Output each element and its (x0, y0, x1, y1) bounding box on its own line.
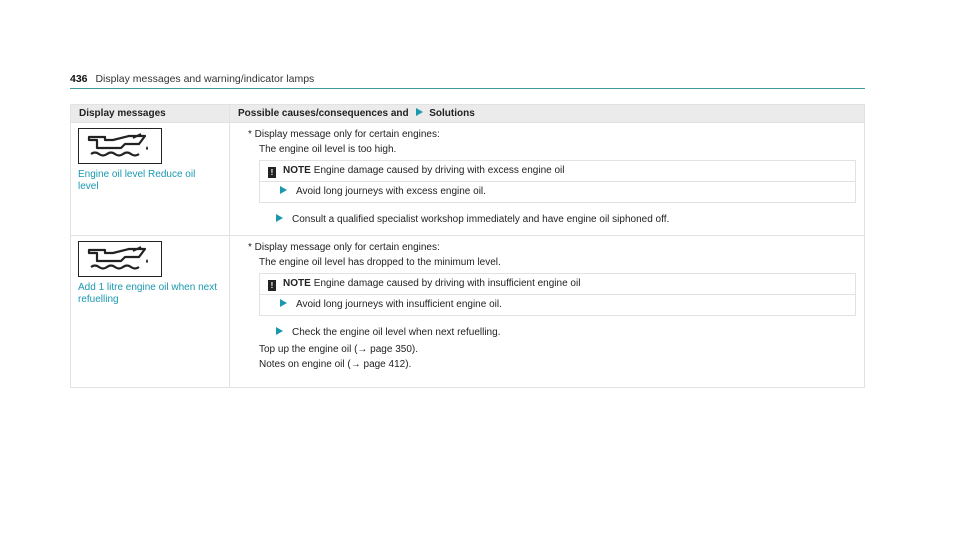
solution-step (276, 325, 856, 340)
table-row (71, 236, 865, 388)
display-message-text: Add 1 litre engine oil when next refuelling (78, 282, 217, 305)
engine-oil-level-icon (78, 128, 162, 164)
warning-icon: ! (268, 280, 276, 291)
display-message-cell (71, 123, 230, 236)
page-reference-link[interactable]: Notes on engine oil (→ page 412). (259, 359, 412, 370)
note-action-text: Avoid long journeys with excess engine oil. (296, 186, 486, 197)
note-action (260, 182, 855, 202)
note-box (259, 160, 856, 203)
note-label: NOTE (283, 278, 311, 289)
note-box (259, 273, 856, 316)
col-header-prefix: Possible causes/consequences and (238, 108, 409, 119)
page-title: Display messages and warning/indicator lamps (95, 73, 315, 85)
step-arrow-icon (280, 299, 287, 307)
solution-step (276, 212, 856, 227)
step-arrow-icon (276, 327, 283, 335)
note-header (260, 274, 855, 295)
footnote-text: * Display message only for certain engines: (248, 242, 440, 253)
display-message-text: Engine oil level Reduce oil level (78, 169, 196, 192)
col-header-causes-solutions (230, 105, 865, 123)
footnote-text: * Display message only for certain engines: (248, 129, 440, 140)
page-reference-link[interactable]: Top up the engine oil (→ page 350). (259, 344, 418, 355)
step-arrow-icon (280, 186, 287, 194)
note-text: Engine damage caused by driving with excess engine oil (313, 165, 565, 176)
cause-text: The engine oil level has dropped to the minimum level. (259, 257, 501, 268)
note-action-text: Avoid long journeys with insufficient engine oil. (296, 299, 502, 310)
note-text: Engine damage caused by driving with insufficient engine oil (313, 278, 581, 289)
cause-text: The engine oil level is too high. (259, 144, 397, 155)
table-row (71, 123, 865, 236)
note-header (260, 161, 855, 182)
display-messages-table (70, 104, 865, 388)
warning-icon: ! (268, 167, 276, 178)
col-header-suffix: Solutions (429, 108, 475, 119)
note-label: NOTE (283, 165, 311, 176)
step-arrow-icon (276, 214, 283, 222)
note-action (260, 295, 855, 315)
table-header-row (71, 105, 865, 123)
causes-cell (230, 123, 865, 236)
causes-cell (230, 236, 865, 388)
display-message-cell (71, 236, 230, 388)
solution-text: Consult a qualified specialist workshop immediately and have engine oil siphoned off. (292, 214, 670, 225)
solution-text: Check the engine oil level when next refuelling. (292, 327, 501, 338)
col-header-display-messages: Display messages (71, 105, 230, 123)
page-header (70, 70, 865, 89)
engine-oil-level-icon (78, 241, 162, 277)
page-number: 436 (70, 73, 88, 85)
solution-arrow-icon (416, 108, 423, 116)
